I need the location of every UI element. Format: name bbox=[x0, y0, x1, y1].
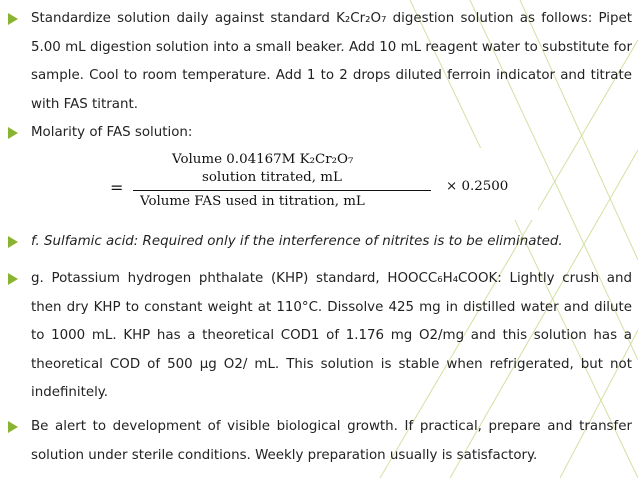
fraction-bar bbox=[133, 190, 431, 191]
formula-multiplier: × 0.2500 bbox=[446, 179, 509, 194]
formula-numerator-line1: Volume 0.04167M K₂Cr₂O₇ bbox=[172, 152, 354, 167]
formula-denominator: Volume FAS used in titration, mL bbox=[140, 194, 365, 209]
bullet-icon bbox=[8, 13, 18, 25]
molarity-paragraph: Molarity of FAS solution: bbox=[31, 125, 193, 140]
bullet-icon bbox=[8, 273, 18, 285]
bullet-icon bbox=[8, 127, 18, 139]
formula-equals: = bbox=[110, 178, 124, 197]
khp-paragraph: g. Potassium hydrogen phthalate (KHP) standard, HOOCC₆H₄COOK: Lightly crush and then dry KHP to constant weight at 110°C. Dissolve 425 mg in distilled water and dilute to 1000 mL. KHP has a theoretical COD1 of 1.176 mg O2/mg and this solution has a theoretical COD of 500 μg O2/ mL. This solution is stable when refrigerated, but not indefinitely. bbox=[31, 271, 632, 400]
growth-paragraph: Be alert to development of visible biological growth. If practical, prepare and transfer solution under sterile conditions. Weekly preparation usually is satisfactory. bbox=[31, 419, 632, 463]
standardize-paragraph: Standardize solution daily against standard K₂Cr₂O₇ digestion solution as follows: Pipet 5.00 mL digestion solution into a small beaker. Add 10 mL reagent water to substitute for sample. Cool to room temperature. Add 1 to 2 drops diluted ferroin indicator and titrate with FAS titrant. bbox=[31, 11, 632, 112]
sulfamic-paragraph bbox=[31, 228, 632, 257]
bullet-icon bbox=[8, 421, 18, 433]
bullet-icon bbox=[8, 236, 18, 248]
formula-numerator-line2: solution titrated, mL bbox=[202, 170, 342, 185]
molarity-formula bbox=[106, 148, 538, 220]
sulfamic-text: f. Sulfamic acid: Required only if the interference of nitrites is to be eliminated. bbox=[31, 234, 563, 249]
